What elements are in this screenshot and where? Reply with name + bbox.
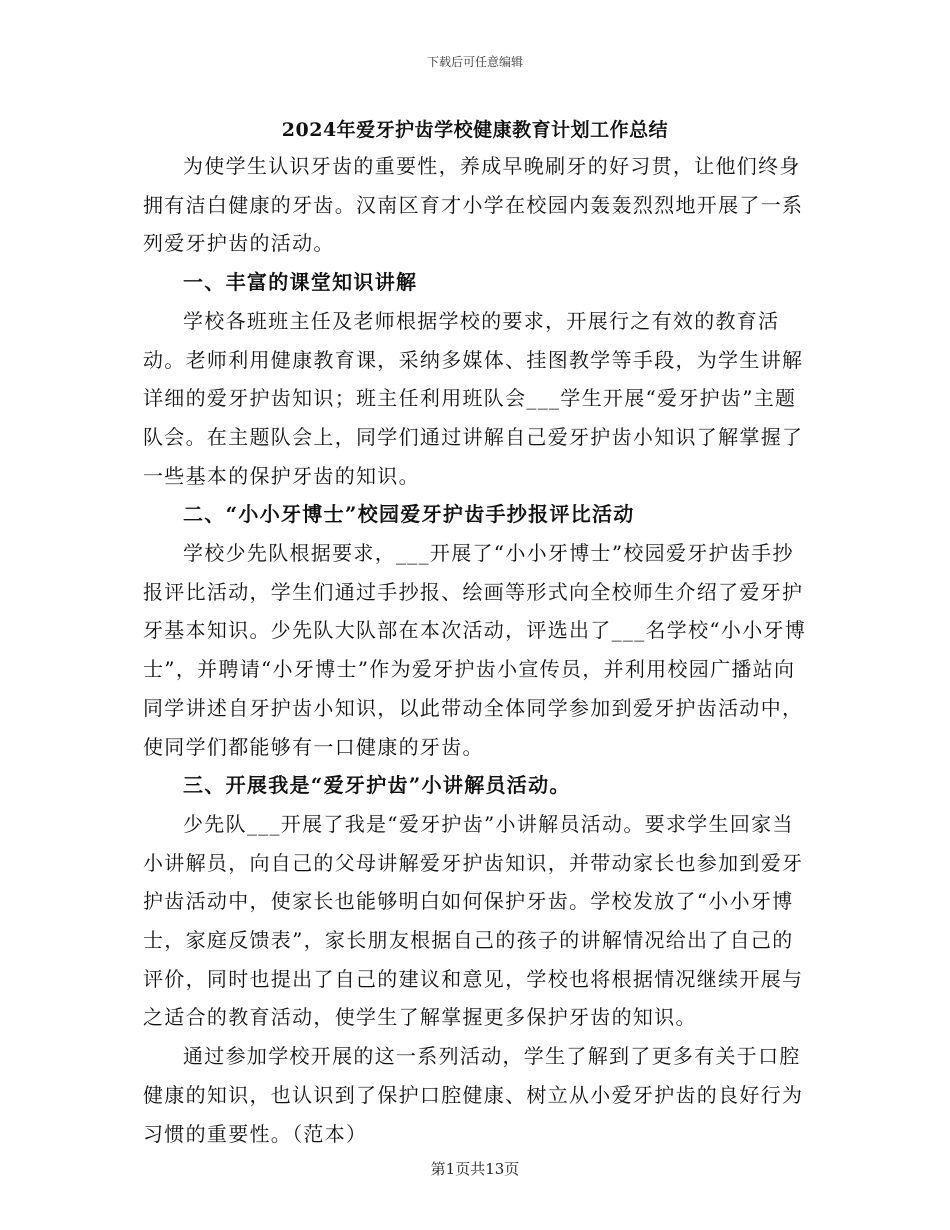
- page-number: 第1页共13页: [430, 1160, 520, 1178]
- section-body-3: 少先队___开展了我是“爱牙护齿”小讲解员活动。要求学生回家当小讲解员，向自己的父母讲解爱牙护齿知识，并带动家长也参加到爱牙护齿活动中，使家长也能够明白如何保护牙齿。学校发放了“小小牙博士，家庭反馈表”，家长朋友根据自己的孩子的讲解情况给出了自己的评价，同时也提出了自己的建议和意见，学校也将根据情况继续开展与之适合的教育活动，使学生了解掌握更多保护牙齿的知识。: [143, 811, 804, 1030]
- intro-paragraph: 为使学生认识牙齿的重要性，养成早晚刷牙的好习贯，让他们终身拥有洁白健康的牙齿。汉南区育才小学在校园内轰轰烈烈地开展了一系列爱牙护齿的活动。: [143, 154, 804, 256]
- section-heading-1: 一、丰富的课堂知识讲解: [183, 270, 418, 295]
- document-body: [143, 147, 807, 1153]
- section-heading-3: 三、开展我是“爱牙护齿”小讲解员活动。: [183, 773, 571, 798]
- document-title: 2024年爱牙护齿学校健康教育计划工作总结: [281, 119, 669, 141]
- section-body-1: 学校各班班主任及老师根据学校的要求，开展行之有效的教育活动。老师利用健康教育课，采纳多媒体、挂图教学等手段，为学生讲解详细的爱牙护齿知识；班主任利用班队会___学生开展“爱牙护齿”主题队会。在主题队会上，同学们通过讲解自己爱牙护齿小知识了解掌握了一些基本的保护牙齿的知识。: [143, 308, 804, 488]
- section-body-2: 学校少先队根据要求，___开展了“小小牙博士”校园爱牙护齿手抄报评比活动，学生们通过手抄报、绘画等形式向全校师生介绍了爱牙护牙基本知识。少先队大队部在本次活动，评选出了___名学校“小小牙博士”，并聘请“小牙博士”作为爱牙护齿小宣传员，并利用校园广播站向同学讲述自牙护齿小知识，以此带动全体同学参加到爱牙护齿活动中，使同学们都能够有一口健康的牙齿。: [143, 541, 807, 759]
- header-note: 下载后可任意编辑: [426, 55, 523, 69]
- conclusion-paragraph: 通过参加学校开展的这一系列活动，学生了解到了更多有关于口腔健康的知识，也认识到了保护口腔健康、树立从小爱牙护齿的良好行为习惯的重要性。（范本）: [143, 1044, 804, 1146]
- section-heading-2: 二、“小小牙博士”校园爱牙护齿手抄报评比活动: [183, 502, 635, 527]
